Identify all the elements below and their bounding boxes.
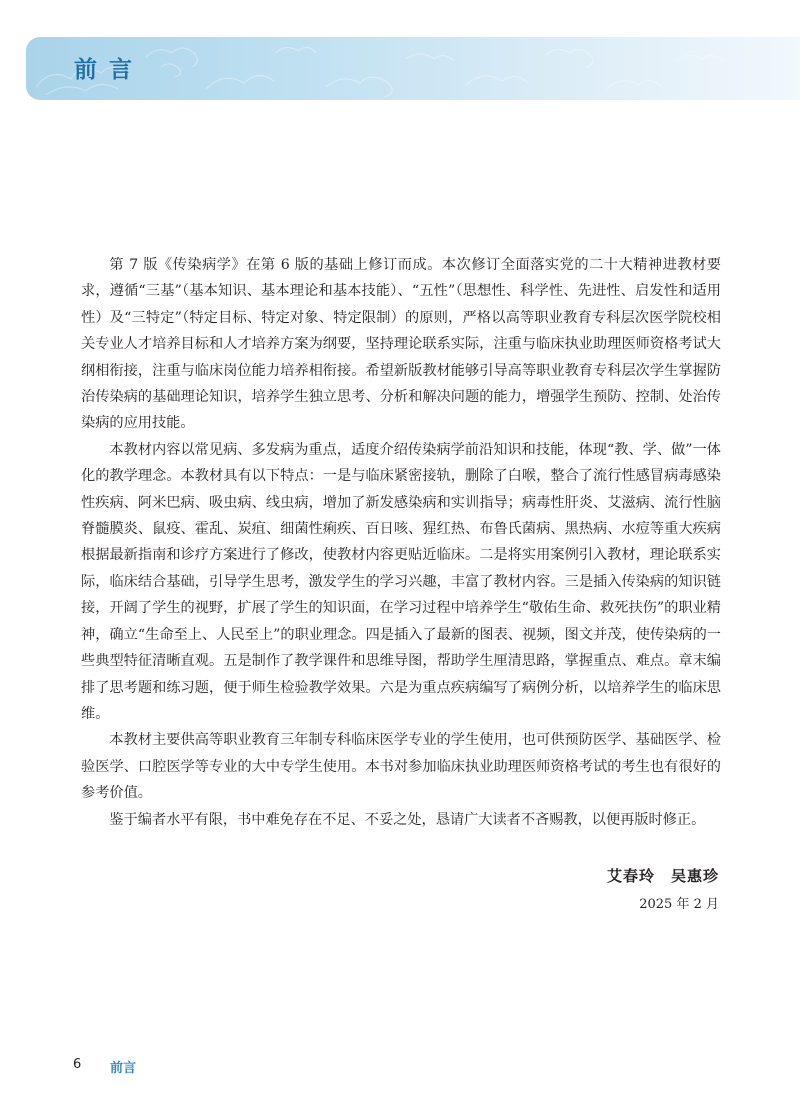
paragraph-closing-note: 鉴于编者水平有限，书中难免存在不足、不妥之处，恳请广大读者不吝赐教，以便再版时修正。	[109, 811, 706, 828]
preface-body	[81, 252, 721, 833]
paragraph-target-audience: 本教材主要供高等职业教育三年制专科临床医学专业的学生使用，也可供预防医学、基础医学、检验医学、口腔医学等专业的大中专学生使用。本书对参加临床执业助理医师资格考试的考生也有很好的参考价值。	[81, 732, 721, 802]
paragraph-textbook-features: 本教材内容以常见病、多发病为重点，适度介绍传染病学前沿知识和技能，体现“教、学、做”一体化的教学理念。本教材具有以下特点：一是与临床紧密接轨，删除了白喉，整合了流行性感冒病毒感染性疾病、阿米巴病、吸虫病、线虫病，增加了新发感染病和实训指导；病毒性肝炎、艾滋病、流行性脑脊髓膜炎、鼠疫、霍乱、炭疽、细菌性痢疾、百日咳、猩红热、布鲁氏菌病、黑热病、水痘等重大疾病根据最新指南和诊疗方案进行了修改，使教材内容更贴近临床。二是将实用案例引入教材，理论联系实际，临床结合基础，引导学生思考，激发学生的学习兴趣，丰富了教材内容。三是插入传染病的知识链接，开阔了学生的视野，扩展了学生的知识面，在学习过程中培养学生“敬佑生命、救死扶伤”的职业精神，确立“生命至上、人民至上”的职业理念。四是插入了最新的图表、视频，图文并茂，使传染病的一些典型特征清晰直观。五是制作了教学课件和思维导图，帮助学生厘清思路，掌握重点、难点。章末编排了思考题和练习题，便于师生检验教学效果。六是为重点疾病编写了病例分析，以培养学生的临床思维。	[81, 441, 721, 722]
header-banner	[26, 37, 800, 100]
preface-date: 2025 年 2 月	[639, 897, 719, 912]
paragraph-revision-summary: 第 7 版《传染病学》在第 6 版的基础上修订而成。本次修订全面落实党的二十大精神进教材要求，遵循“三基”（基本知识、基本理论和基本技能）、“五性”（思想性、科学性、先进性、启发性和适用性）及“三特定”（特定目标、特定对象、特定限制）的原则，严格以高等职业教育专科层次医学院校相关专业人才培养目标和人才培养方案为纲要，坚持理论联系实际，注重与临床执业助理医师资格考试大纲相衔接，注重与临床岗位能力培养相衔接。希望新版教材能够引导高等职业教育专科层次学生掌握防治传染病的基础理论知识，培养学生独立思考、分析和解决问题的能力，增强学生预防、控制、处治传染病的应用技能。	[81, 257, 721, 432]
footer-section-title: 前言	[110, 1061, 137, 1076]
footer-page-number: 6	[73, 1057, 82, 1072]
page-title: 前言	[74, 57, 144, 83]
author-signature: 艾春玲 吴惠珍	[606, 867, 719, 885]
